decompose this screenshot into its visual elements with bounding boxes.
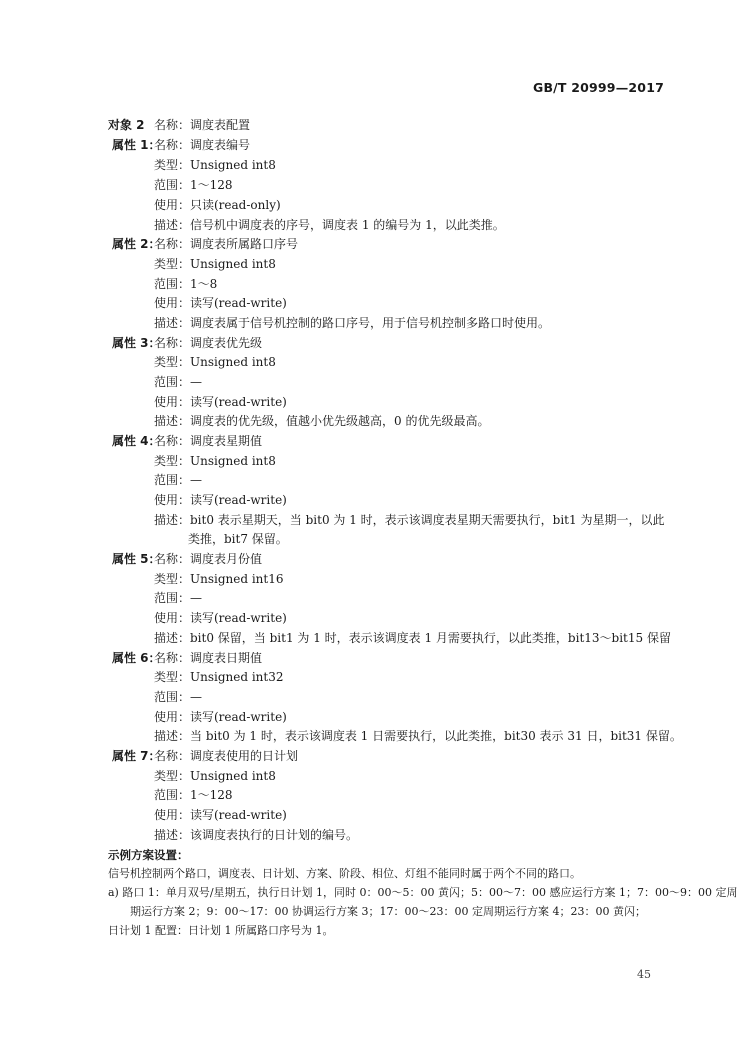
attr-use: 使用：读写(read-write) — [154, 710, 287, 724]
attr-range: 范围：— — [154, 690, 203, 704]
attr-label: 属性 5： — [112, 552, 161, 566]
attr-desc-continued: 类推，bit7 保留。 — [188, 532, 288, 546]
object-name: 名称：调度表配置 — [154, 118, 251, 132]
attr-desc: 描述：信号机中调度表的序号，调度表 1 的编号为 1，以此类推。 — [154, 218, 505, 232]
attr-desc: 描述：该调度表执行的日计划的编号。 — [154, 828, 359, 842]
page-number: 45 — [637, 968, 651, 981]
example-title: 示例方案设置： — [108, 848, 189, 862]
standard-number: GB/T 20999—2017 — [532, 80, 664, 95]
attr-use: 使用：读写(read-write) — [154, 296, 287, 310]
attr-range: 范围：— — [154, 375, 203, 389]
attr-range: 范围：— — [154, 473, 203, 487]
object-label: 对象 2 — [108, 118, 145, 132]
attr-desc: 描述：bit0 保留，当 bit1 为 1 时，表示该调度表 1 月需要执行，以此类推，bit13～bit15 保留 — [154, 631, 671, 645]
attr-label: 属性 3： — [112, 336, 161, 350]
attr-use: 使用：只读(read-only) — [154, 198, 281, 212]
attr-desc: 描述：bit0 表示星期天，当 bit0 为 1 时，表示该调度表星期天需要执行，bit1 为星期一，以此 — [154, 513, 665, 527]
attr-label: 属性 2： — [112, 237, 161, 251]
attr-type: 类型：Unsigned int8 — [154, 257, 276, 271]
attr-type: 类型：Unsigned int16 — [154, 572, 284, 586]
attr-name: 名称：调度表月份值 — [154, 552, 263, 566]
attr-label: 属性 4： — [112, 434, 161, 448]
example-line: 日计划 1 配置：日计划 1 所属路口序号为 1。 — [108, 924, 334, 937]
attr-label: 属性 1： — [112, 138, 161, 152]
attr-range: 范围：— — [154, 591, 203, 605]
attr-label: 属性 7： — [112, 749, 161, 763]
attr-range: 范围：1～128 — [154, 788, 233, 802]
attr-name: 名称：调度表优先级 — [154, 336, 263, 350]
attr-range: 范围：1～128 — [154, 178, 233, 192]
attr-type: 类型：Unsigned int8 — [154, 158, 276, 172]
attr-use: 使用：读写(read-write) — [154, 395, 287, 409]
attr-desc: 描述：调度表的优先级，值越小优先级越高，0 的优先级最高。 — [154, 414, 490, 428]
attr-label: 属性 6： — [112, 651, 161, 665]
attr-use: 使用：读写(read-write) — [154, 611, 287, 625]
attr-type: 类型：Unsigned int8 — [154, 355, 276, 369]
attr-type: 类型：Unsigned int8 — [154, 769, 276, 783]
attr-range: 范围：1～8 — [154, 277, 218, 291]
example-line: a) 路口 1：单月双号/星期五，执行日计划 1，同时 0：00～5：00 黄闪；5：00～7：00 感应运行方案 1；7：00～9：00 定周 — [108, 886, 738, 899]
attr-use: 使用：读写(read-write) — [154, 493, 287, 507]
attr-name: 名称：调度表编号 — [154, 138, 251, 152]
attr-use: 使用：读写(read-write) — [154, 808, 287, 822]
attr-desc: 描述：调度表属于信号机控制的路口序号，用于信号机控制多路口时使用。 — [154, 316, 551, 330]
example-line: 信号机控制两个路口，调度表、日计划、方案、阶段、相位、灯组不能同时属于两个不同的路口。 — [108, 867, 581, 880]
attr-name: 名称：调度表日期值 — [154, 651, 263, 665]
attr-type: 类型：Unsigned int32 — [154, 670, 284, 684]
attr-name: 名称：调度表所属路口序号 — [154, 237, 299, 251]
attr-desc: 描述：当 bit0 为 1 时，表示该调度表 1 日需要执行，以此类推，bit30 表示 31 日，bit31 保留。 — [154, 729, 682, 743]
attr-type: 类型：Unsigned int8 — [154, 454, 276, 468]
attr-name: 名称：调度表星期值 — [154, 434, 263, 448]
attr-name: 名称：调度表使用的日计划 — [154, 749, 299, 763]
example-line: 期运行方案 2；9：00～17：00 协调运行方案 3；17：00～23：00 定周期运行方案 4；23：00 黄闪； — [130, 905, 646, 918]
